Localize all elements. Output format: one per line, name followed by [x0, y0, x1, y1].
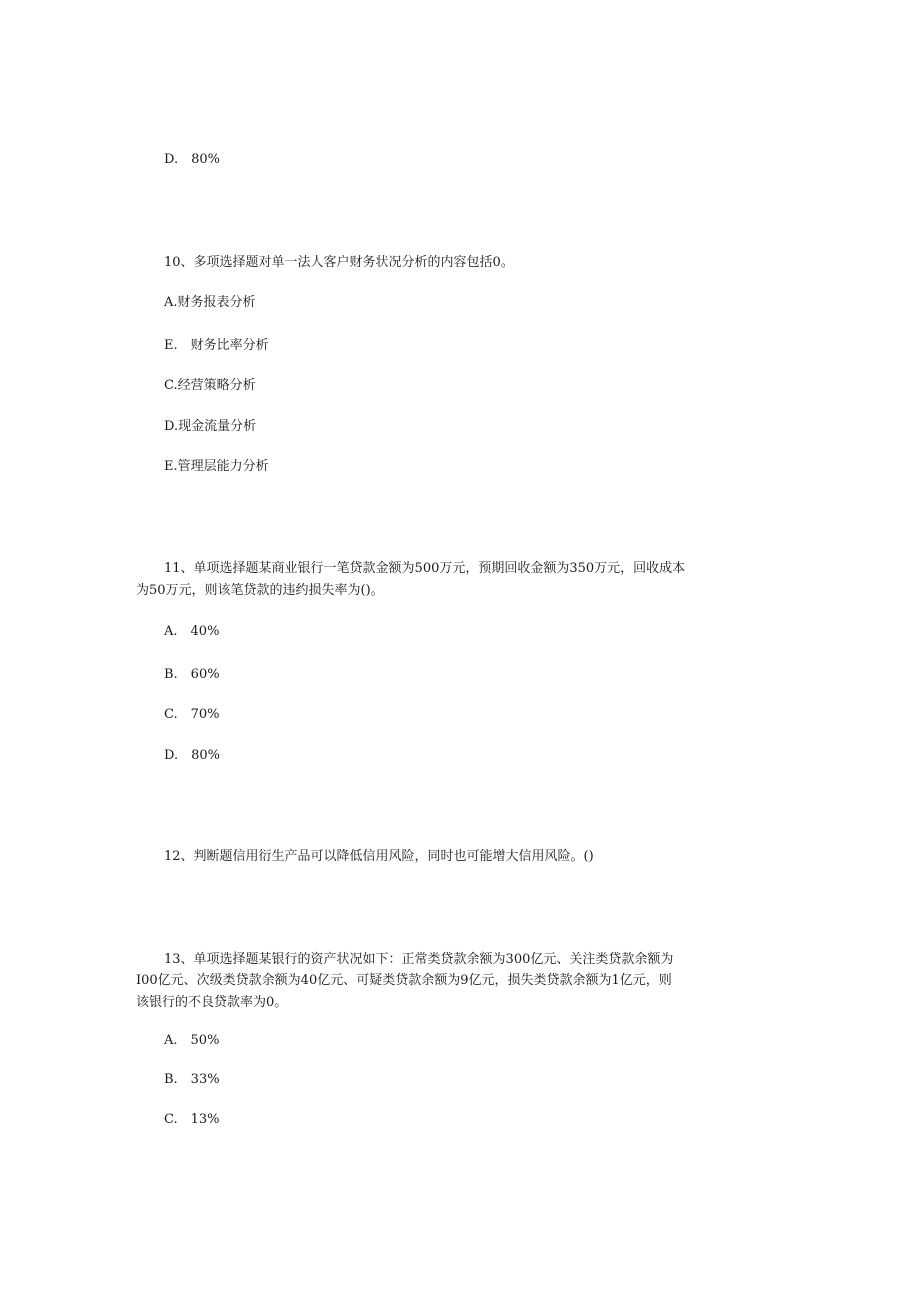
- q10-stem: 10、多项选择题对单一法人客户财务状况分析的内容包括0。: [164, 255, 514, 270]
- q10-option-a: A.财务报表分析: [164, 295, 256, 310]
- q11-option-b: B. 60%: [164, 667, 220, 682]
- q13-option-b: B. 33%: [164, 1072, 220, 1087]
- q12-stem: 12、判断题信用衍生产品可以降低信用风险，同时也可能增大信用风险。(): [164, 849, 594, 864]
- q9-option-d: D. 80%: [164, 152, 220, 167]
- q11-stem-line1: 11、单项选择题某商业银行一笔贷款金额为500万元，预期回收金额为350万元，回收成本: [164, 561, 686, 576]
- q13-stem-line1: 13、单项选择题某银行的资产状况如下：正常类贷款余额为300亿元、关注类贷款余额为: [164, 952, 674, 967]
- q10-option-e: E.管理层能力分析: [164, 459, 269, 474]
- q13-stem-line3: 该银行的不良贷款率为0。: [136, 995, 288, 1010]
- q13-option-c: C. 13%: [164, 1112, 220, 1127]
- q11-option-a: A. 40%: [164, 624, 220, 639]
- q10-option-b: E. 财务比率分析: [164, 338, 269, 353]
- q10-option-c: C.经营策略分析: [164, 378, 256, 393]
- q10-option-d: D.现金流量分析: [164, 419, 257, 434]
- q13-option-a: A. 50%: [164, 1033, 220, 1048]
- q11-option-d: D. 80%: [164, 748, 220, 763]
- q11-stem-line2: 为50万元，则该笔贷款的违约损失率为()。: [136, 583, 384, 598]
- q13-stem-line2: I00亿元、次级类贷款余额为40亿元、可疑类贷款余额为9亿元，损失类贷款余额为1亿元，则: [136, 973, 672, 988]
- q11-option-c: C. 70%: [164, 707, 220, 722]
